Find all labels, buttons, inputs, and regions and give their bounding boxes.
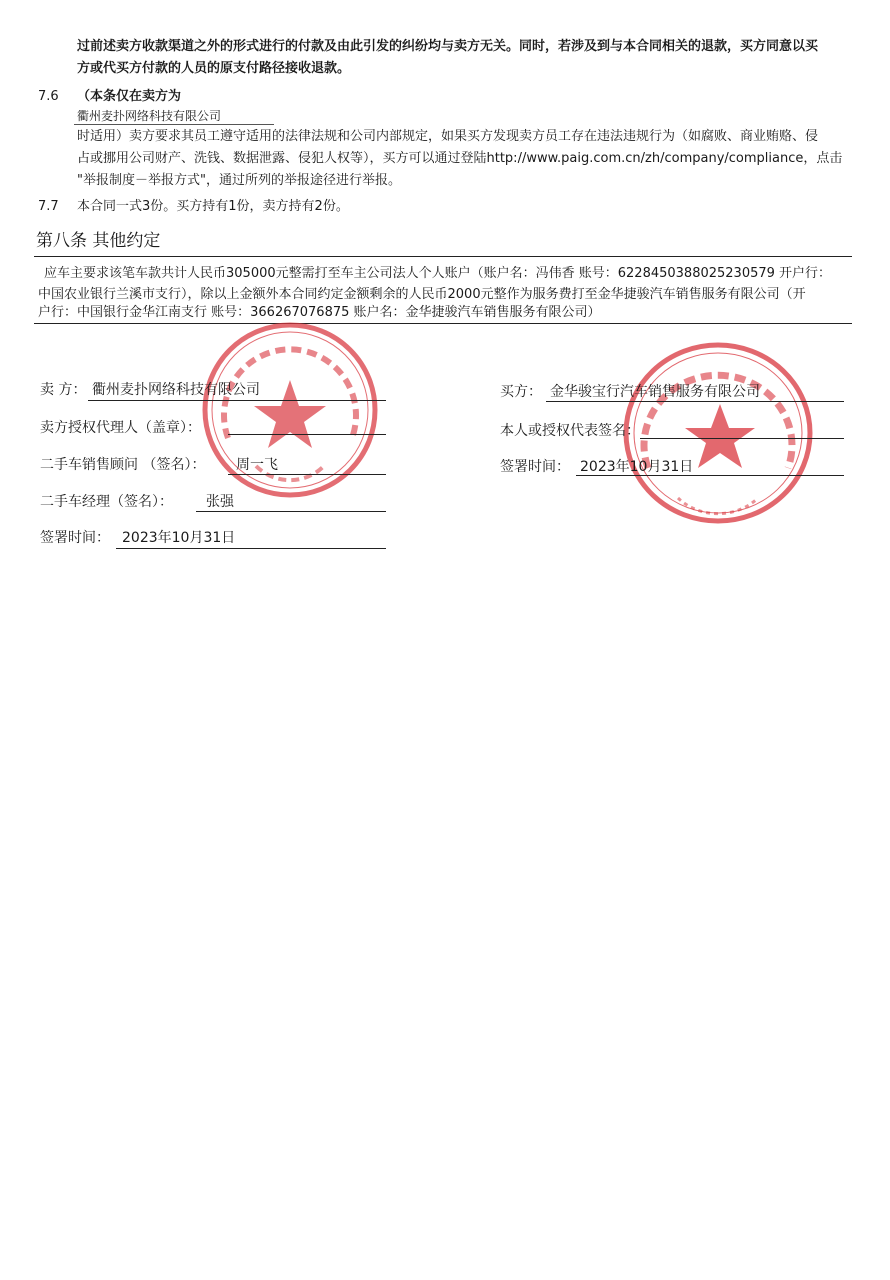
buyer-date-value: 2023年10月31日 [580,459,694,475]
seller-agent-underline [228,434,386,435]
clause-7-6-lead: （本条仅在卖方为 [77,89,182,104]
clause-7-5-line-1: 过前述卖方收款渠道之外的形式进行的付款及由此引发的纠纷均与卖方无关。同时，若涉及到与本合同相关的退款，买方同意以买 [77,39,819,54]
article-8-line-2: 中国农业银行兰溪市支行），除以上金额外本合同约定金额剩余的人民币2000元整作为服务费打至金华捷骏汽车销售服务有限公司（开 [38,287,806,302]
seller-name-underline [88,400,386,401]
seller-date-value: 2023年10月31日 [122,530,236,546]
clause-7-7-text: 本合同一式3份。买方持有1份，卖方持有2份。 [77,199,349,214]
seller-name: 衢州麦扑网络科技有限公司 [92,382,260,398]
buyer-date-underline [576,475,844,476]
article-8-line-3: 户行：中国银行金华江南支行 账号：366267076875 账户名：金华捷骏汽车销售服务有限公司） [38,305,601,320]
article-8-top-rule [34,256,852,257]
buyer-rep-underline [640,438,844,439]
seller-label: 卖 方： [40,382,87,398]
article-8-line-1: 应车主要求该笔车款共计人民币305000元整需打至车主公司法人个人账户（账户名：冯伟香 账号：6228450388025230579 开户行： [44,266,832,281]
seller-date-label: 签署时间： [40,530,110,546]
clause-7-6-line-2: 占或挪用公司财产、洗钱、数据泄露、侵犯人权等），买方可以通过登陆http://www.paig.com.cn/zh/company/compliance，点击 [77,151,843,166]
clause-7-6-company-underline [74,124,274,125]
seller-consultant-underline [228,474,386,475]
article-8-heading: 第八条 其他约定 [36,231,161,251]
clause-7-6-line-1: 时适用）卖方要求其员工遵守适用的法律法规和公司内部规定，如果买方发现卖方员工存在违法违规行为（如腐败、商业贿赂、侵 [77,129,819,144]
seller-manager-underline [196,511,386,512]
clause-7-6-company: 衢州麦扑网络科技有限公司 [77,109,222,123]
seller-manager-label: 二手车经理（签名）： [40,494,173,510]
seller-agent-label: 卖方授权代理人（盖章）： [40,420,201,436]
clause-7-6-line-3: "举报制度－举报方式"，通过所列的举报途径进行举报。 [77,173,401,188]
buyer-company-seal [618,338,818,528]
seller-manager-signature: 张强 [206,494,234,510]
buyer-date-label: 签署时间： [500,459,570,475]
buyer-rep-label: 本人或授权代表签名： [500,423,640,439]
buyer-label: 买方： [500,384,542,400]
clause-7-6-number: 7.6 [38,89,59,104]
seller-consultant-label: 二手车销售顾问 （签名）： [40,457,206,473]
article-8-bottom-rule [34,323,852,324]
clause-7-7-number: 7.7 [38,199,59,214]
seller-date-underline [116,548,386,549]
seller-consultant-signature: 周一飞 [236,457,278,473]
buyer-name: 金华骏宝行汽车销售服务有限公司 [550,384,760,400]
buyer-name-underline [546,401,844,402]
clause-7-5-line-2: 方或代买方付款的人员的原支付路径接收退款。 [77,61,351,76]
